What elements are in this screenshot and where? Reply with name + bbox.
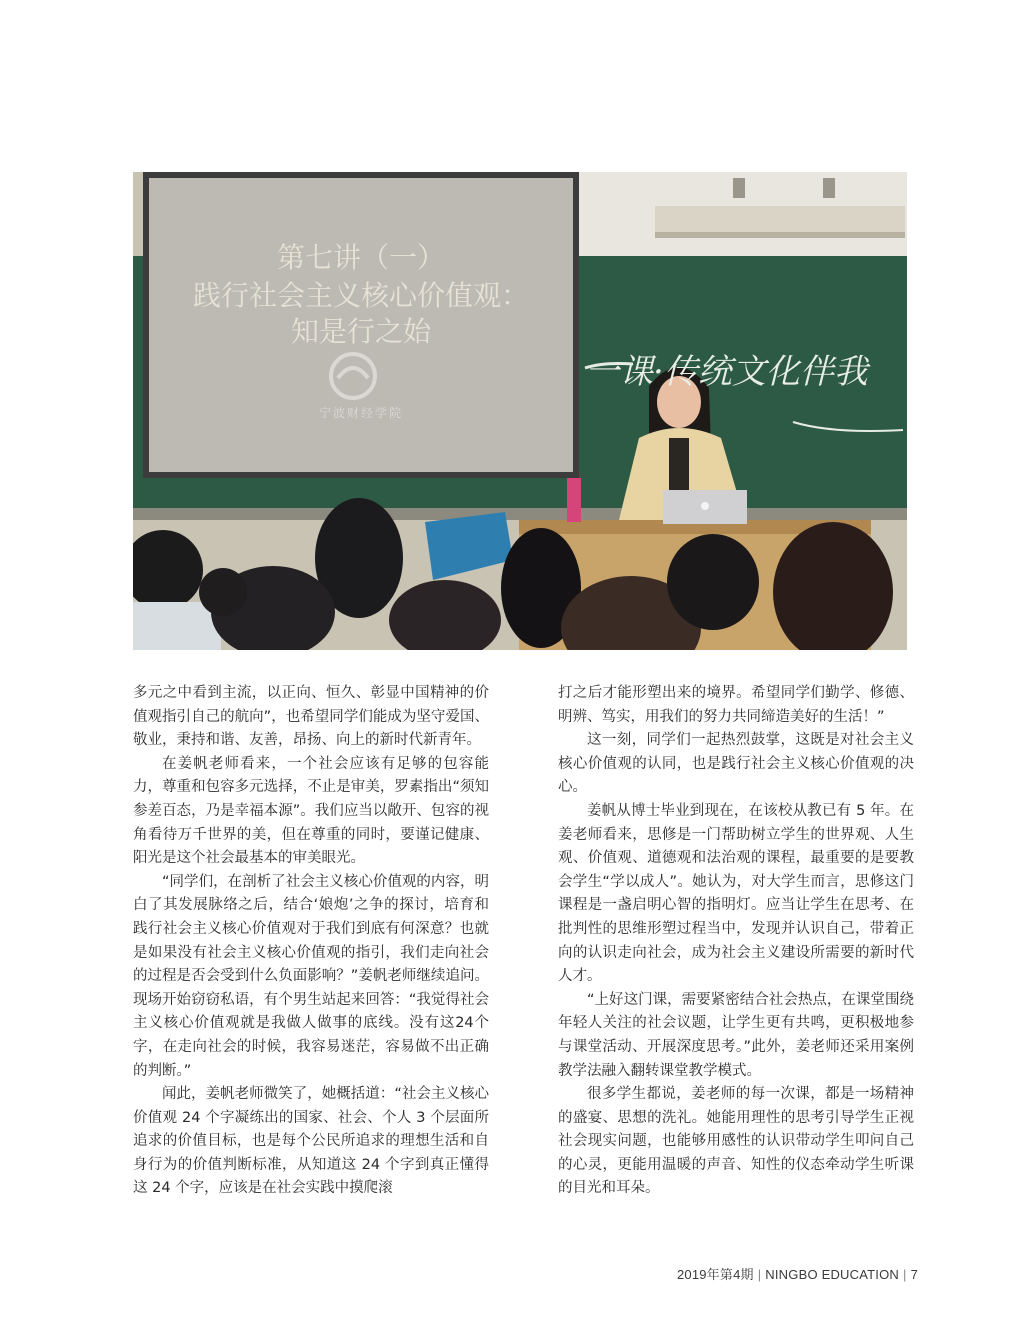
page-footer: [600, 1264, 918, 1283]
classroom-photo: [133, 172, 907, 650]
paragraph: 闻此，姜帆老师微笑了，她概括道：“社会主义核心价值观 24 个字凝练出的国家、社会、个人 3 个层面所追求的价值目标，也是每个公民所追求的理想生活和自身行为的价值判断标准，从知道这 24 个字到真正懂得这 24 个字，应该是在社会实践中摸爬滚: [133, 1086, 489, 1197]
paragraph: 这一刻，同学们一起热烈鼓掌，这既是对社会主义核心价值观的认同，也是践行社会主义核心价值观的决心。: [558, 732, 914, 796]
paragraph: “同学们，在剖析了社会主义核心价值观的内容，明白了其发展脉络之后，结合‘娘炮’之争的探讨，培育和践行社会主义核心价值观对于我们到底有何深意？也就是如果没有社会主义核心价值观的指引，我们走向社会的过程是否会受到什么负面影响？”姜帆老师继续追问。现场开始窃窃私语，有个男生站起来回答：“我觉得社会主义核心价值观就是我做人做事的底线。没有这24个字，在走向社会的时候，我容易迷茫，容易做不出正确的判断。”: [133, 873, 489, 1079]
issue-label: 2019年第4期: [676, 1267, 754, 1282]
slide-title-line1: 第七讲（一）: [276, 241, 445, 274]
paragraph: “上好这门课，需要紧密结合社会热点，在课堂围绕年轻人关注的社会议题，让学生更有共鸣，更积极地参与课堂活动、开展深度思考。”此外，姜老师还采用案例教学法融入翻转课堂教学模式。: [558, 991, 914, 1079]
paragraph: 很多学生都说，姜老师的每一次课，都是一场精神的盛宴、思想的洗礼。她能用理性的思考引导学生正视社会现实问题，也能够用感性的认识带动学生叩问自己的心灵，更能用温暖的声音、知性的仪态牵动学生听课的目光和耳朵。: [558, 1086, 914, 1197]
page-number: 7: [910, 1267, 918, 1282]
magazine-name: NINGBO EDUCATION: [765, 1267, 899, 1282]
paragraph: 姜帆从博士毕业到现在，在该校从教已有 5 年。在姜老师看来，思修是一门帮助树立学生的世界观、人生观、价值观、道德观和法治观的课程，最重要的是要教会学生“学以成人”。她认为，对大学生而言，思修这门课程是一盏启明心智的指明灯。应当让学生在思考、在批判性的思维形塑过程当中，发现并认识自己，带着正向的认识走向社会，成为社会主义建设所需要的新时代人才。: [558, 802, 914, 985]
slide-school-name: 宁波财经学院: [318, 406, 403, 420]
footer-separator: |: [902, 1267, 907, 1282]
paragraph: 打之后才能形塑出来的境界。希望同学们勤学、修德、明辨、笃实，用我们的努力共同缔造美好的生活！”: [558, 685, 914, 725]
footer-separator: |: [757, 1267, 762, 1282]
article-column-left: [133, 682, 489, 1201]
blackboard-writing: 一课·传统文化伴我: [585, 352, 868, 392]
slide-title-line3: 知是行之始: [290, 315, 431, 348]
slide-title-line2: 践行社会主义核心价值观：: [192, 279, 529, 312]
article-column-right: [558, 682, 914, 1201]
paragraph: 在姜帆老师看来，一个社会应该有足够的包容能力，尊重和包容多元选择，不止是审美，罗素指出“须知参差百态，乃是幸福本源”。我们应当以敞开、包容的视角看待万千世界的美，但在尊重的同时，要谨记健康、阳光是这个社会最基本的审美眼光。: [133, 755, 489, 867]
paragraph: 多元之中看到主流，以正向、恒久、彰显中国精神的价值观指引自己的航向”，也希望同学们能成为坚守爱国、敬业，秉持和谐、友善，昂扬、向上的新时代新青年。: [133, 685, 489, 749]
